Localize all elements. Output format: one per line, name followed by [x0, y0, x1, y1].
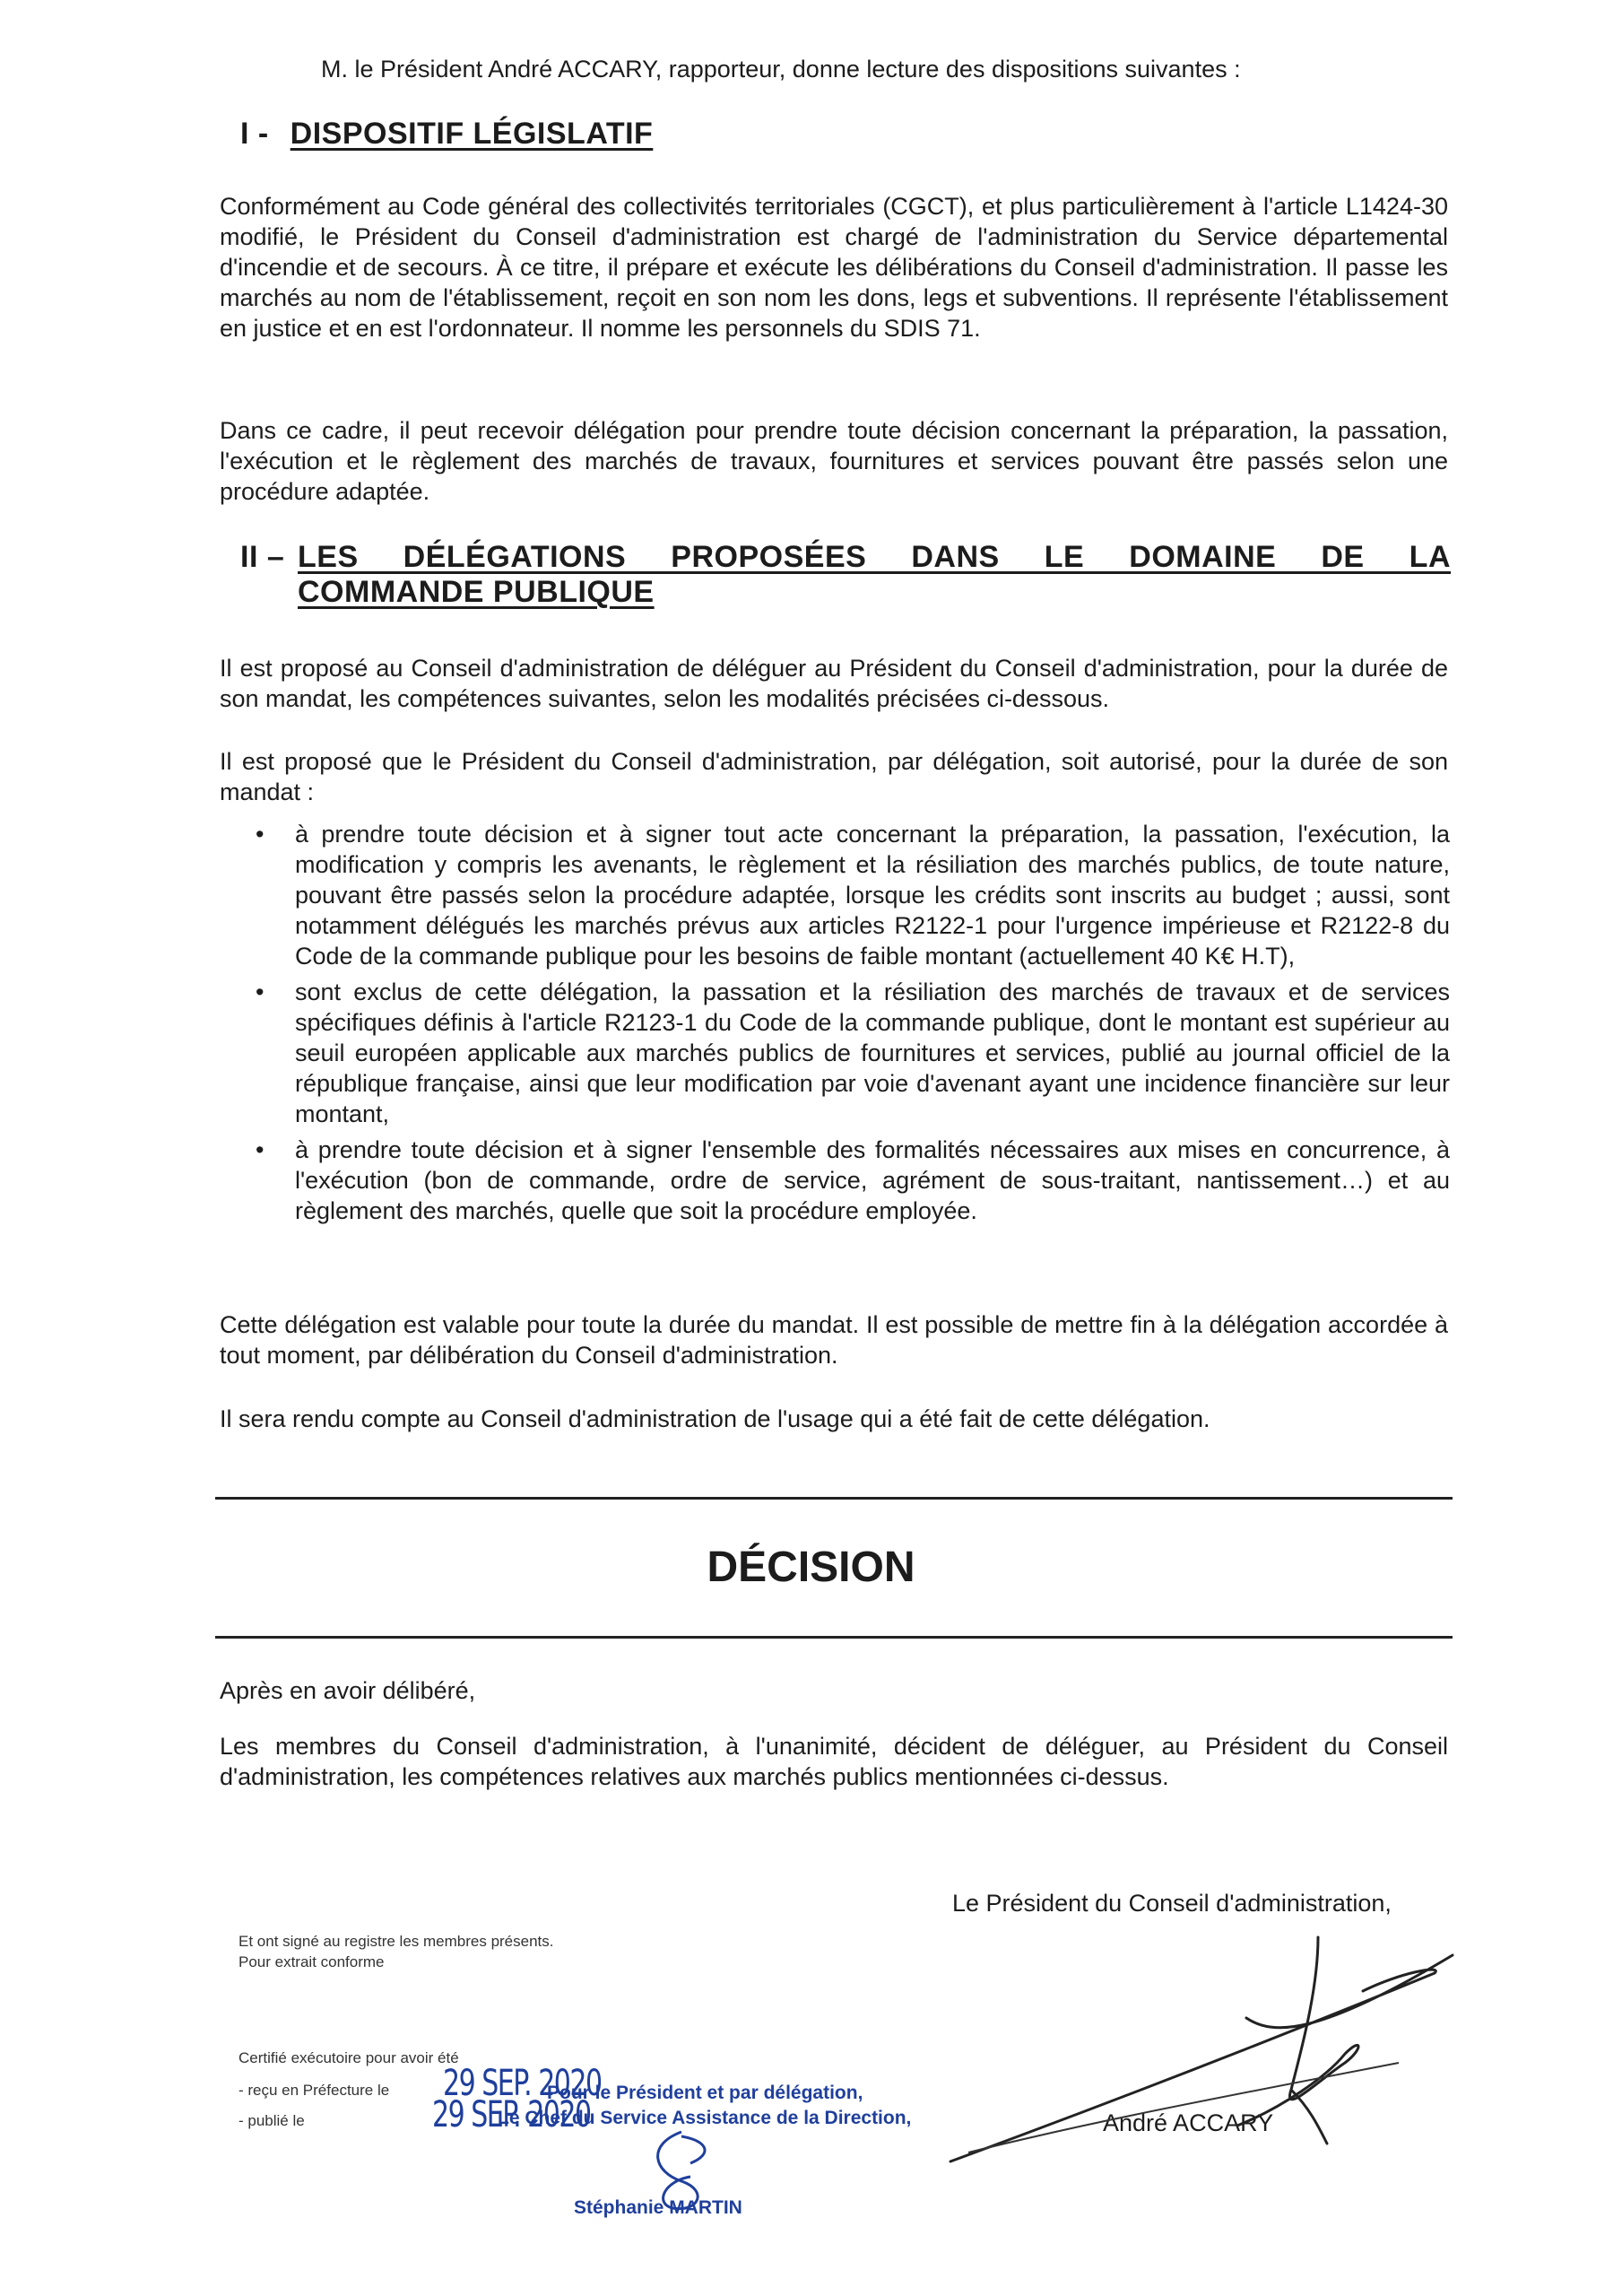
list-item [220, 977, 1450, 1129]
section-2-paragraph-1: Il est proposé au Conseil d'administration de déléguer au Président du Conseil d'administration, pour la durée de son mandat, les compétences suivantes, selon les modalités précisées ci-dessous. [220, 655, 1448, 712]
list-item [220, 1135, 1450, 1226]
footer-received-label: - reçu en Préfecture le [239, 2082, 390, 2099]
section-1-heading [240, 117, 653, 152]
date-stamp-published: 29 SEP. 2020 [432, 2094, 591, 2135]
decision-rule-top [215, 1497, 1453, 1500]
section-2-heading [240, 540, 1451, 610]
section-1-number: I - [240, 117, 269, 151]
bullet-icon: • [256, 1136, 265, 1163]
bullet-icon: • [256, 978, 265, 1005]
section-2-title-line-1: LES DÉLÉGATIONS PROPOSÉES DANS LE DOMAINE DE LA [298, 540, 1451, 574]
section-1-paragraph-1: Conformément au Code général des collectivités territoriales (CGCT), et plus particulièrement à l'article L1424-30 modifié, le Président du Conseil d'administration est chargé de l'administration du Service départemental d'incendie et de secours. À ce titre, il prépare et exécute les délibérations du Conseil d'administration. Il passe les marchés au nom de l'établissement, reçoit en son nom les dons, legs et subventions. Il représente l'établissement en justice et en est l'ordonnateur. Il nomme les personnels du SDIS 71. [220, 193, 1448, 342]
section-2-title-line-2: COMMANDE PUBLIQUE [298, 575, 655, 609]
section-2-paragraph-3: Cette délégation est valable pour toute la durée du mandat. Il est possible de mettre fin à la délégation accordée à tout moment, par délibération du Conseil d'administration. [220, 1311, 1448, 1369]
list-item-text: à prendre toute décision et à signer tout acte concernant la préparation, la passation, l'exécution, la modification y compris les avenants, le règlement et la résiliation des marchés publics, de toute nature, pouvant être passés selon la procédure adaptée, lorsque les crédits sont inscrits au budget ; aussi, sont notamment délégués les marchés prévus aux articles R2122-1 pour l'urgence impérieuse et R2122-8 du Code de la commande publique pour les besoins de faible montant (actuellement 40 K€ H.T), [295, 821, 1450, 970]
delegation-stamp-line-1: Pour le Président et par délégation, [547, 2083, 863, 2103]
decision-paragraph-2: Les membres du Conseil d'administration, à l'unanimité, décident de déléguer, au Président du Conseil d'administration, les compétences relatives aux marchés publics mentionnées ci-dessus. [220, 1733, 1448, 1790]
bullet-icon: • [256, 821, 265, 848]
section-1-paragraph-2: Dans ce cadre, il peut recevoir délégation pour prendre toute décision concernant la préparation, la passation, l'exécution et le règlement des marchés de travaux, fournitures et services pouvant être passés selon une procédure adaptée. [220, 417, 1448, 505]
footer-signed-register: Et ont signé au registre les membres présents. [239, 1933, 554, 1950]
delegation-list [220, 819, 1450, 1231]
decision-rule-bottom [215, 1636, 1453, 1639]
date-stamp-received: 29 SEP. 2020 [443, 2063, 602, 2104]
list-item-text: à prendre toute décision et à signer l'ensemble des formalités nécessaires aux mises en concurrence, à l'exécution (bon de commande, ordre de service, agrément de sous-traitant, nantissement…) et au règlement des marchés, quelle que soit la procédure employée. [295, 1136, 1450, 1224]
signature-title: Le Président du Conseil d'administration, [952, 1890, 1392, 1917]
section-2-number: II – [240, 540, 285, 574]
list-item [220, 819, 1450, 971]
section-2-paragraph-2: Il est proposé que le Président du Conseil d'administration, par délégation, soit autorisé, pour la durée de son mandat : [220, 748, 1448, 805]
footer-published-label: - publié le [239, 2112, 305, 2129]
intro-line: M. le Président André ACCARY, rapporteur, donne lecture des dispositions suivantes : [321, 56, 1241, 83]
list-item-text: sont exclus de cette délégation, la passation et la résiliation des marchés de travaux et de services spécifiques définis à l'article R2123-1 du Code de la commande publique, dont le montant est supérieur au seuil européen applicable aux marchés publics de fournitures et services, publié au journal officiel de la république française, ainsi que leur modification par voie d'avenant ayant une incidence financière sur leur montant, [295, 978, 1450, 1127]
footer-certified: Certifié exécutoire pour avoir été [239, 2049, 459, 2066]
delegation-stamp-name: Stéphanie MARTIN [574, 2197, 742, 2218]
footer-extract: Pour extrait conforme [239, 1953, 385, 1970]
section-1-title: DISPOSITIF LÉGISLATIF [290, 117, 654, 151]
decision-paragraph-1: Après en avoir délibéré, [220, 1677, 476, 1704]
decision-title: DÉCISION [707, 1544, 915, 1591]
president-signature [897, 1901, 1479, 2170]
signature-name: André ACCARY [1103, 2109, 1274, 2136]
section-2-paragraph-4: Il sera rendu compte au Conseil d'administration de l'usage qui a été fait de cette délégation. [220, 1405, 1210, 1432]
delegation-stamp-line-2: Le Chef du Service Assistance de la Direction, [498, 2108, 912, 2128]
